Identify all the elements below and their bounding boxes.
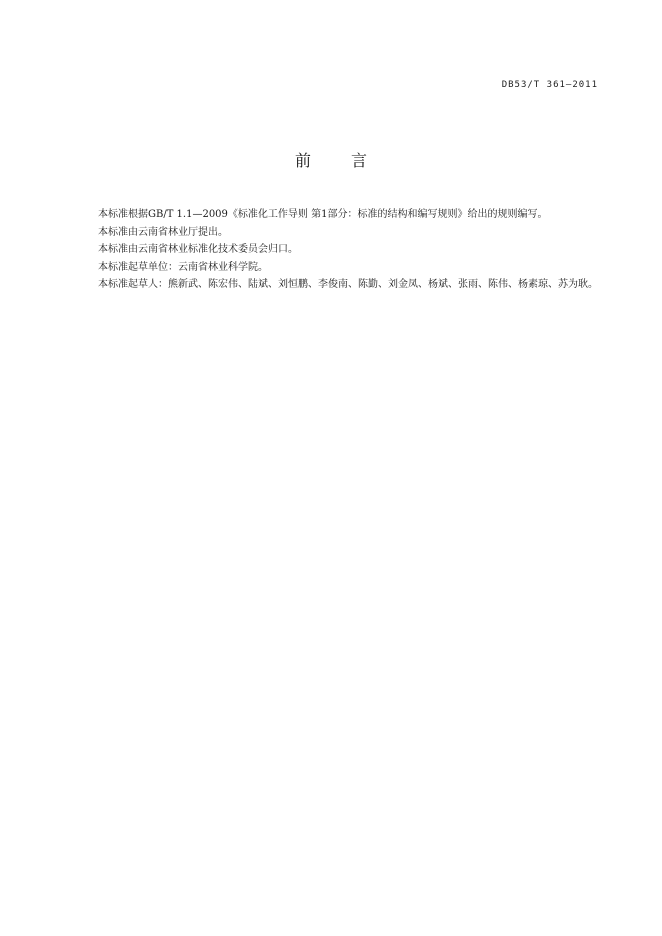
title-char-1: 前 — [294, 151, 311, 170]
title-char-2: 言 — [351, 151, 368, 170]
preface-body — [78, 206, 600, 294]
paragraph-proposer: 本标准由云南省林业厅提出。 — [98, 226, 228, 238]
paragraph-drafting-unit: 本标准起草单位：云南省林业科学院。 — [98, 261, 268, 273]
page-title — [0, 148, 662, 171]
paragraph-drafters: 本标准起草人：熊新武、陈宏伟、陆斌、刘恒鹏、李俊南、陈勤、刘金凤、杨斌、张雨、陈伟、杨素琼、苏为耿。 — [98, 279, 598, 290]
paragraph-administrator: 本标准由云南省林业标准化技术委员会归口。 — [98, 244, 298, 255]
paragraph-drafting-rules: 本标准根据GB/T 1.1—2009《标准化工作导则 第1部分：标准的结构和编写规则》给出的规则编写。 — [98, 209, 548, 220]
document-code: DB53/T 361—2011 — [501, 80, 598, 90]
